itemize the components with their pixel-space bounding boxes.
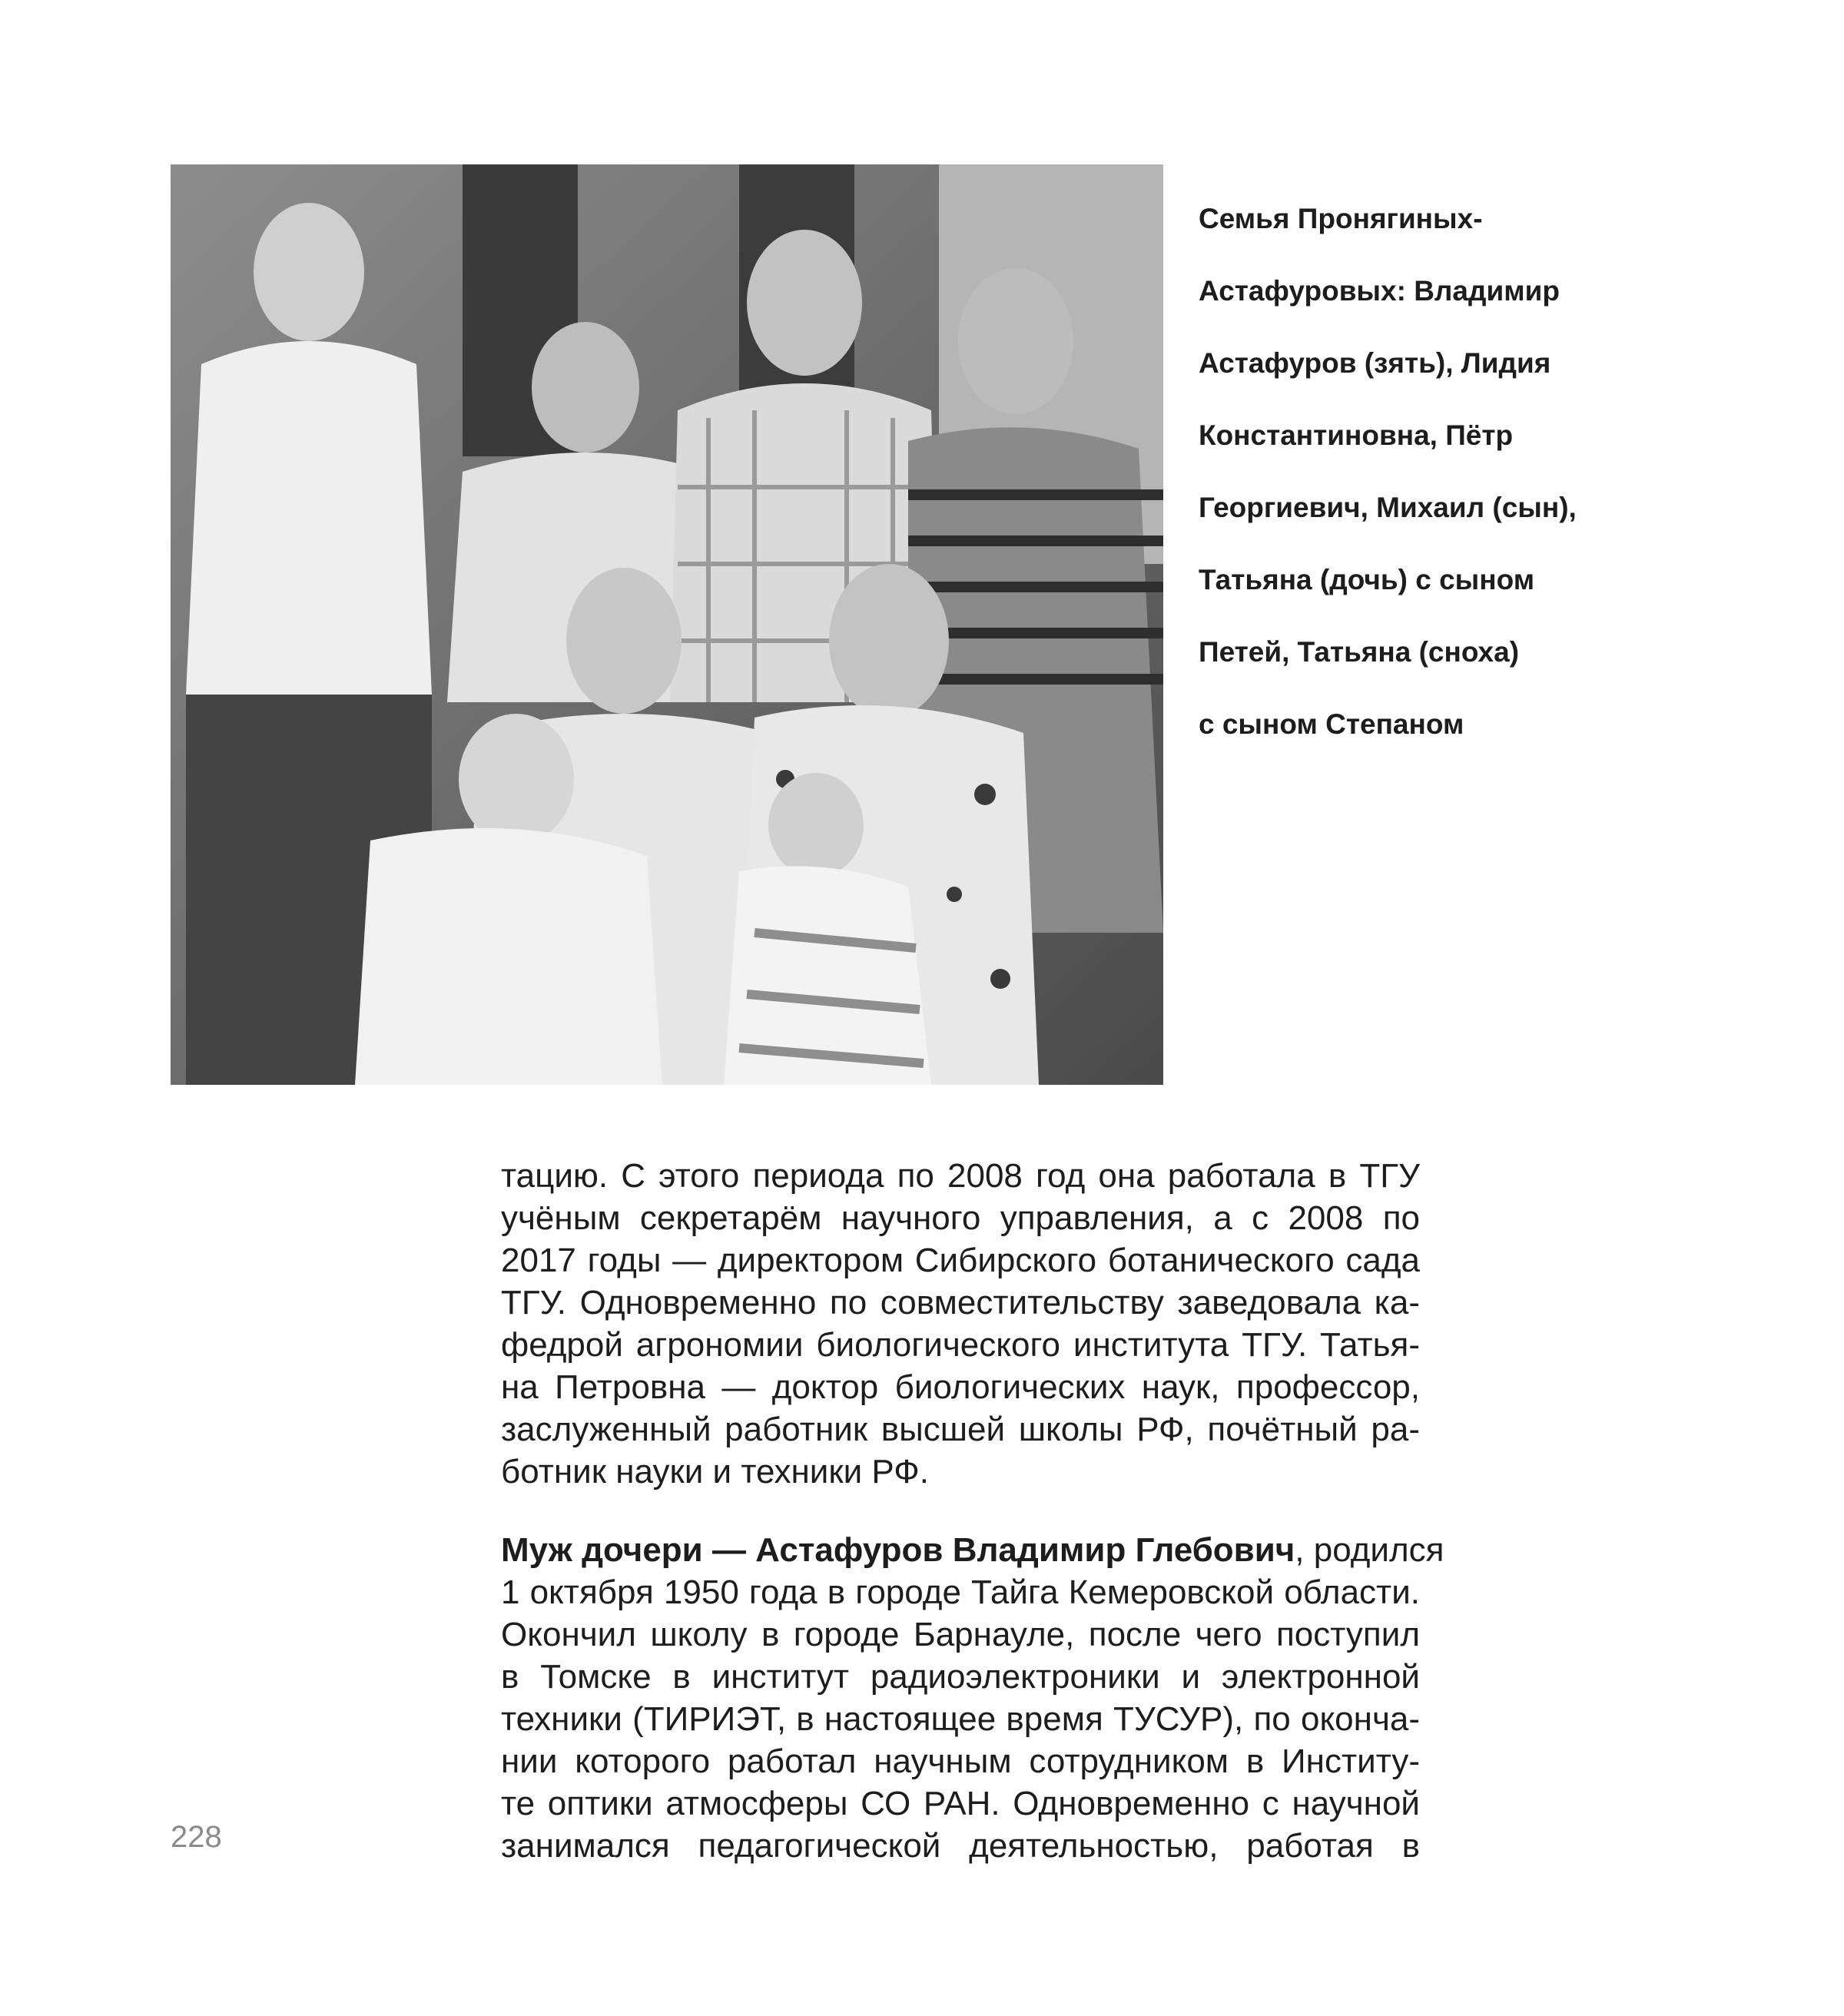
text-line: ботник науки и техники РФ. — [501, 1453, 929, 1490]
page-number: 228 — [171, 1820, 222, 1854]
family-photo-icon — [171, 164, 1163, 1085]
text-line: техники (ТИРИЭТ, в настоящее время ТУСУР), по оконча- — [501, 1700, 1420, 1738]
body-paragraph-1 — [501, 1155, 1420, 1493]
text-line: ТГУ. Одновременно по совместительству заведовала ка- — [501, 1284, 1420, 1321]
caption-line: Семья Пронягиных- — [1199, 203, 1483, 234]
text-line: Окончил школу в городе Барнауле, после чего поступил — [501, 1616, 1420, 1653]
caption-line: Астафуров (зять), Лидия — [1199, 347, 1551, 379]
text-line-lead — [501, 1529, 1444, 1571]
text-line: те оптики атмосферы СО РАН. Одновременно с научной — [501, 1785, 1420, 1822]
text-line: нии которого работал научным сотрудником в Институ- — [501, 1742, 1420, 1780]
text-line: 1 октября 1950 года в городе Тайга Кемеровской области. — [501, 1573, 1420, 1611]
text-line: 2017 годы — директором Сибирского ботанического сада — [501, 1242, 1420, 1279]
family-photo — [171, 164, 1163, 1085]
text-line: в Томске в институт радиоэлектроники и электронной — [501, 1658, 1420, 1696]
text-line: федрой агрономии биологического института ТГУ. Татья- — [501, 1326, 1420, 1364]
caption-line: Петей, Татьяна (сноха) — [1199, 636, 1520, 668]
text-line: тацию. С этого периода по 2008 год она работала в ТГУ — [501, 1157, 1420, 1195]
text-line: занимался педагогической деятельностью, работая в — [501, 1827, 1420, 1865]
body-paragraph-2 — [501, 1529, 1444, 1867]
photo-caption — [1199, 164, 1629, 778]
text-line: заслуженный работник высшей школы РФ, почётный ра- — [501, 1411, 1420, 1448]
caption-line: Георгиевич, Михаил (сын), — [1199, 492, 1577, 523]
caption-line: Константиновна, Пётр — [1199, 419, 1514, 451]
text-line: учёным секретарём научного управления, а с 2008 по — [501, 1199, 1420, 1237]
caption-line: с сыном Степаном — [1199, 708, 1464, 740]
caption-line: Астафуровых: Владимир — [1199, 275, 1560, 307]
bold-lead: Муж дочери — Астафуров Владимир Глебович — [501, 1531, 1295, 1569]
text-line: на Петровна — доктор биологических наук, профессор, — [501, 1368, 1420, 1406]
lead-rest: , родился — [1295, 1531, 1444, 1569]
caption-line: Татьяна (дочь) с сыном — [1199, 564, 1535, 595]
